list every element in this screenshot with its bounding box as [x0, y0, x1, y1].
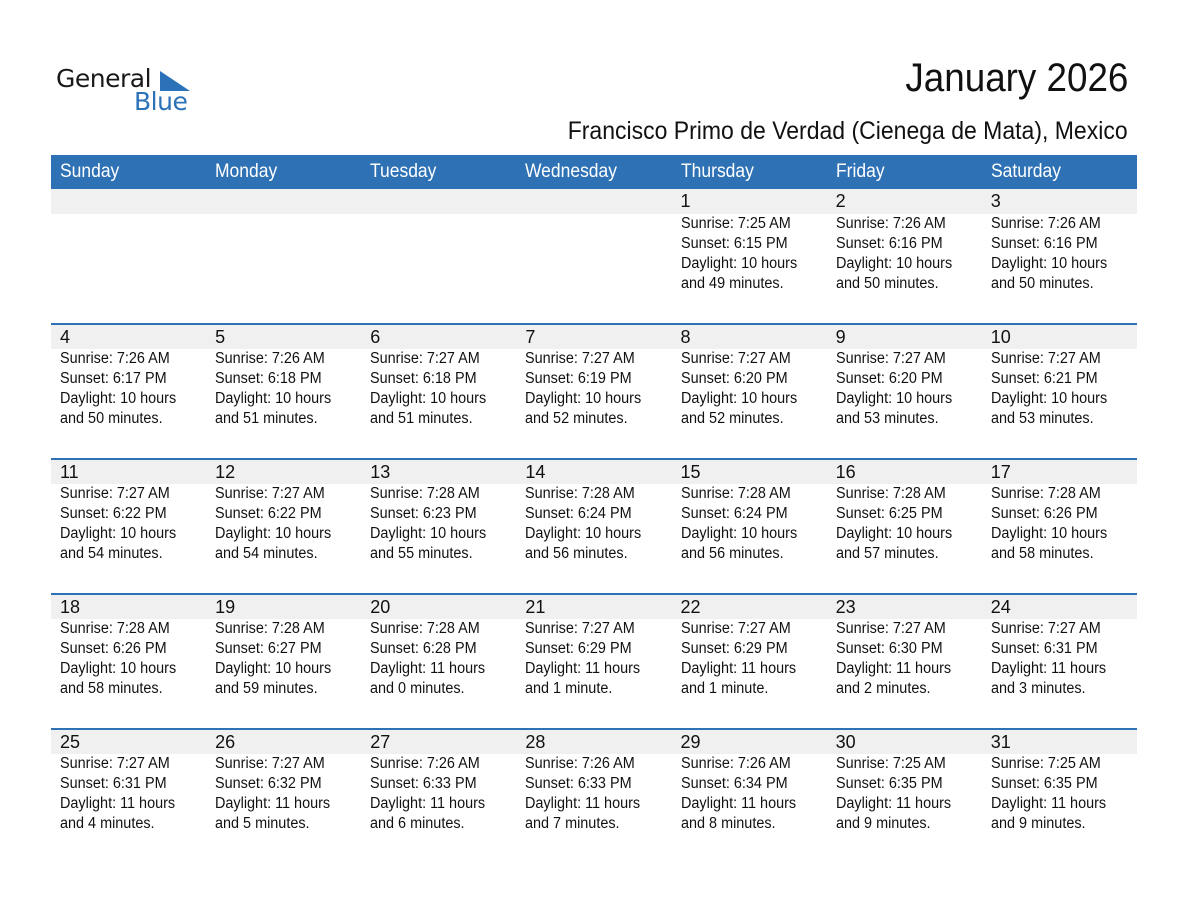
day-cell [982, 730, 1137, 834]
day-cell [361, 325, 516, 429]
daylight-text: Daylight: 10 hours [60, 525, 177, 542]
day-number: 28 [525, 732, 546, 752]
sunset-text: Sunset: 6:24 PM [525, 505, 632, 522]
day-info [991, 484, 1137, 564]
sunrise-text: Sunrise: 7:26 AM [835, 215, 946, 232]
day-number: 26 [215, 732, 236, 752]
day-number: 18 [60, 597, 81, 617]
daylight-text: Daylight: 11 hours [835, 795, 951, 812]
day-info [60, 484, 206, 564]
day-cell [672, 595, 827, 699]
sunset-text: Sunset: 6:31 PM [990, 640, 1098, 657]
sunrise-text: Sunrise: 7:27 AM [60, 485, 170, 502]
daylight-minutes-text: and 52 minutes. [525, 410, 628, 427]
day-cell [361, 189, 516, 294]
day-number: 5 [215, 327, 226, 347]
day-info [60, 619, 206, 699]
weekday-thursday: Thursday [680, 161, 754, 182]
sunrise-text: Sunrise: 7:27 AM [835, 620, 946, 637]
sunrise-text: Sunrise: 7:26 AM [525, 755, 636, 772]
sunset-text: Sunset: 6:26 PM [990, 505, 1098, 522]
sunset-text: Sunset: 6:16 PM [835, 235, 943, 252]
day-info [681, 349, 827, 429]
sunrise-text: Sunrise: 7:26 AM [60, 350, 170, 367]
day-info [991, 214, 1137, 294]
daylight-text: Daylight: 11 hours [370, 795, 486, 812]
week-row [51, 323, 1137, 458]
daylight-minutes-text: and 4 minutes. [60, 815, 155, 832]
sunrise-text: Sunrise: 7:27 AM [370, 350, 481, 367]
sunset-text: Sunset: 6:25 PM [835, 505, 943, 522]
daylight-text: Daylight: 11 hours [60, 795, 176, 812]
daylight-text: Daylight: 10 hours [525, 525, 642, 542]
day-number: 23 [835, 597, 856, 617]
day-info [215, 619, 361, 699]
daylight-minutes-text: and 50 minutes. [990, 275, 1094, 292]
daylight-text: Daylight: 10 hours [525, 390, 642, 407]
daylight-text: Daylight: 11 hours [215, 795, 331, 812]
day-cell [516, 730, 671, 834]
week-days [51, 595, 1137, 699]
day-number: 4 [60, 327, 71, 347]
day-number: 22 [680, 597, 701, 617]
daylight-text: Daylight: 11 hours [990, 660, 1106, 677]
daylight-minutes-text: and 9 minutes. [835, 815, 931, 832]
daylight-minutes-text: and 54 minutes. [215, 545, 318, 562]
sunrise-text: Sunrise: 7:28 AM [370, 485, 481, 502]
day-info [370, 754, 516, 834]
sunset-text: Sunset: 6:31 PM [60, 775, 167, 792]
sunrise-text: Sunrise: 7:27 AM [60, 755, 170, 772]
day-info [836, 484, 982, 564]
sunrise-text: Sunrise: 7:27 AM [525, 620, 636, 637]
sunrise-text: Sunrise: 7:27 AM [990, 620, 1101, 637]
weekday-header-row [51, 155, 1137, 189]
day-cell [51, 730, 206, 834]
daylight-text: Daylight: 10 hours [370, 390, 487, 407]
day-number: 13 [370, 462, 391, 482]
daylight-text: Daylight: 10 hours [215, 660, 332, 677]
day-info [370, 349, 516, 429]
daylight-minutes-text: and 51 minutes. [215, 410, 318, 427]
day-cell [672, 325, 827, 429]
sunset-text: Sunset: 6:22 PM [60, 505, 167, 522]
day-cell [516, 460, 671, 564]
day-cell [51, 460, 206, 564]
day-number: 12 [215, 462, 236, 482]
sunset-text: Sunset: 6:18 PM [370, 370, 477, 387]
day-cell [206, 595, 361, 699]
day-number [525, 189, 671, 214]
day-number: 14 [525, 462, 546, 482]
daylight-minutes-text: and 58 minutes. [60, 680, 163, 697]
daylight-minutes-text: and 9 minutes. [990, 815, 1086, 832]
day-cell [206, 189, 361, 294]
sunrise-text: Sunrise: 7:28 AM [60, 620, 170, 637]
sunset-text: Sunset: 6:24 PM [680, 505, 788, 522]
sunrise-text: Sunrise: 7:28 AM [835, 485, 946, 502]
daylight-minutes-text: and 7 minutes. [525, 815, 620, 832]
weekday-friday: Friday [835, 161, 885, 182]
day-cell [672, 730, 827, 834]
day-number: 25 [60, 732, 81, 752]
sunrise-text: Sunrise: 7:27 AM [525, 350, 636, 367]
day-number: 11 [60, 462, 79, 482]
sunrise-text: Sunrise: 7:26 AM [990, 215, 1101, 232]
day-cell [827, 460, 982, 564]
sunrise-text: Sunrise: 7:27 AM [990, 350, 1101, 367]
day-cell [361, 595, 516, 699]
sunset-text: Sunset: 6:33 PM [525, 775, 632, 792]
day-cell [361, 460, 516, 564]
sunrise-text: Sunrise: 7:27 AM [835, 350, 946, 367]
day-number: 17 [990, 462, 1011, 482]
day-info [525, 349, 671, 429]
day-info [525, 484, 671, 564]
day-cell [982, 189, 1137, 294]
daylight-text: Daylight: 11 hours [370, 660, 486, 677]
daylight-text: Daylight: 11 hours [525, 795, 641, 812]
day-cell [206, 730, 361, 834]
day-info [60, 754, 206, 834]
day-number: 10 [990, 327, 1011, 347]
day-info [836, 619, 982, 699]
day-cell [206, 325, 361, 429]
day-cell [827, 595, 982, 699]
day-number: 30 [835, 732, 856, 752]
week-days [51, 325, 1137, 429]
day-cell [516, 595, 671, 699]
sunrise-text: Sunrise: 7:27 AM [680, 350, 791, 367]
week-row [51, 728, 1137, 863]
weekday-tuesday: Tuesday [370, 161, 437, 182]
sunrise-text: Sunrise: 7:26 AM [370, 755, 481, 772]
daylight-minutes-text: and 52 minutes. [680, 410, 784, 427]
sunset-text: Sunset: 6:16 PM [990, 235, 1098, 252]
day-number: 7 [525, 327, 536, 347]
day-number: 21 [525, 597, 546, 617]
sunset-text: Sunset: 6:35 PM [835, 775, 943, 792]
day-number: 29 [680, 732, 701, 752]
day-cell [51, 595, 206, 699]
daylight-minutes-text: and 54 minutes. [60, 545, 163, 562]
daylight-minutes-text: and 59 minutes. [215, 680, 318, 697]
daylight-minutes-text: and 51 minutes. [370, 410, 473, 427]
daylight-minutes-text: and 56 minutes. [525, 545, 628, 562]
daylight-text: Daylight: 10 hours [60, 660, 177, 677]
sunset-text: Sunset: 6:22 PM [215, 505, 322, 522]
day-info [991, 754, 1137, 834]
day-cell [982, 595, 1137, 699]
sunrise-text: Sunrise: 7:28 AM [990, 485, 1101, 502]
day-info [836, 754, 982, 834]
daylight-text: Daylight: 10 hours [215, 525, 332, 542]
sunset-text: Sunset: 6:29 PM [680, 640, 788, 657]
daylight-minutes-text: and 50 minutes. [835, 275, 939, 292]
day-number: 19 [215, 597, 236, 617]
sunset-text: Sunset: 6:29 PM [525, 640, 632, 657]
sunset-text: Sunset: 6:28 PM [370, 640, 477, 657]
sunset-text: Sunset: 6:15 PM [680, 235, 788, 252]
day-info [991, 349, 1137, 429]
weekday-wednesday: Wednesday [525, 161, 618, 182]
day-info [991, 619, 1137, 699]
daylight-text: Daylight: 10 hours [370, 525, 487, 542]
day-cell [206, 460, 361, 564]
day-info [370, 619, 516, 699]
sunset-text: Sunset: 6:18 PM [215, 370, 322, 387]
day-number: 27 [370, 732, 391, 752]
sunrise-text: Sunrise: 7:28 AM [680, 485, 791, 502]
daylight-minutes-text: and 1 minute. [680, 680, 768, 697]
sunset-text: Sunset: 6:19 PM [525, 370, 632, 387]
day-info [836, 214, 982, 294]
daylight-minutes-text: and 2 minutes. [835, 680, 931, 697]
sunset-text: Sunset: 6:35 PM [990, 775, 1098, 792]
sunset-text: Sunset: 6:17 PM [60, 370, 167, 387]
day-number: 9 [835, 327, 846, 347]
daylight-minutes-text: and 8 minutes. [680, 815, 776, 832]
sunrise-text: Sunrise: 7:25 AM [680, 215, 791, 232]
day-cell [672, 189, 827, 294]
daylight-text: Daylight: 10 hours [215, 390, 332, 407]
daylight-minutes-text: and 53 minutes. [990, 410, 1094, 427]
daylight-text: Daylight: 10 hours [680, 255, 797, 272]
sunrise-text: Sunrise: 7:28 AM [370, 620, 481, 637]
sunrise-text: Sunrise: 7:28 AM [215, 620, 325, 637]
daylight-text: Daylight: 10 hours [990, 525, 1107, 542]
day-cell [827, 325, 982, 429]
sunrise-text: Sunrise: 7:27 AM [215, 485, 325, 502]
daylight-minutes-text: and 53 minutes. [835, 410, 939, 427]
sunrise-text: Sunrise: 7:26 AM [680, 755, 791, 772]
day-info [370, 484, 516, 564]
day-info [215, 754, 361, 834]
calendar-grid [51, 155, 1137, 863]
day-info [525, 619, 671, 699]
week-days [51, 460, 1137, 564]
day-cell [361, 730, 516, 834]
day-number: 6 [370, 327, 381, 347]
location-subtitle: Francisco Primo de Verdad (Cienega de Mata), Mexico [568, 117, 1128, 145]
sunset-text: Sunset: 6:21 PM [990, 370, 1098, 387]
sunset-text: Sunset: 6:33 PM [370, 775, 477, 792]
day-info [215, 484, 361, 564]
week-row [51, 458, 1137, 593]
day-info [60, 349, 206, 429]
day-number: 1 [680, 191, 691, 211]
sunrise-text: Sunrise: 7:25 AM [990, 755, 1101, 772]
week-row [51, 189, 1137, 323]
day-info [681, 619, 827, 699]
logo-word-blue: Blue [134, 87, 188, 116]
sunset-text: Sunset: 6:27 PM [215, 640, 322, 657]
day-cell [982, 460, 1137, 564]
sunset-text: Sunset: 6:30 PM [835, 640, 943, 657]
daylight-text: Daylight: 11 hours [835, 660, 951, 677]
sunset-text: Sunset: 6:23 PM [370, 505, 477, 522]
day-cell [51, 325, 206, 429]
day-number: 31 [990, 732, 1011, 752]
daylight-text: Daylight: 10 hours [60, 390, 177, 407]
day-info [215, 349, 361, 429]
day-number: 15 [680, 462, 701, 482]
day-number: 16 [835, 462, 856, 482]
sunrise-text: Sunrise: 7:26 AM [215, 350, 325, 367]
daylight-minutes-text: and 0 minutes. [370, 680, 465, 697]
day-info [681, 754, 827, 834]
sunset-text: Sunset: 6:26 PM [60, 640, 167, 657]
day-number: 20 [370, 597, 391, 617]
week-row [51, 593, 1137, 728]
daylight-text: Daylight: 10 hours [835, 255, 952, 272]
week-days [51, 189, 1137, 294]
day-number: 3 [990, 191, 1001, 211]
day-info [681, 484, 827, 564]
weekday-monday: Monday [215, 161, 278, 182]
week-days [51, 730, 1137, 834]
day-number: 24 [990, 597, 1011, 617]
sunset-text: Sunset: 6:20 PM [680, 370, 788, 387]
daylight-text: Daylight: 10 hours [990, 255, 1107, 272]
day-number [215, 189, 361, 214]
day-number [370, 189, 516, 214]
sunrise-text: Sunrise: 7:25 AM [835, 755, 946, 772]
daylight-minutes-text: and 6 minutes. [370, 815, 465, 832]
sunrise-text: Sunrise: 7:27 AM [680, 620, 791, 637]
daylight-minutes-text: and 55 minutes. [370, 545, 473, 562]
page-title: January 2026 [904, 56, 1128, 100]
daylight-text: Daylight: 11 hours [990, 795, 1106, 812]
sunrise-text: Sunrise: 7:27 AM [215, 755, 325, 772]
day-number: 8 [680, 327, 691, 347]
day-cell [672, 460, 827, 564]
weekday-sunday: Sunday [60, 161, 120, 182]
daylight-minutes-text: and 5 minutes. [215, 815, 310, 832]
sunset-text: Sunset: 6:32 PM [215, 775, 322, 792]
day-cell [516, 325, 671, 429]
sunset-text: Sunset: 6:20 PM [835, 370, 943, 387]
day-cell [51, 189, 206, 294]
daylight-text: Daylight: 11 hours [525, 660, 641, 677]
day-number: 2 [835, 191, 846, 211]
daylight-minutes-text: and 1 minute. [525, 680, 613, 697]
daylight-minutes-text: and 49 minutes. [680, 275, 784, 292]
day-cell [827, 189, 982, 294]
daylight-text: Daylight: 10 hours [680, 525, 797, 542]
daylight-text: Daylight: 11 hours [680, 795, 796, 812]
daylight-text: Daylight: 11 hours [680, 660, 796, 677]
logo-word-general: General [56, 64, 152, 93]
daylight-text: Daylight: 10 hours [835, 525, 952, 542]
sunset-text: Sunset: 6:34 PM [680, 775, 788, 792]
weeks-container [51, 189, 1137, 863]
daylight-text: Daylight: 10 hours [990, 390, 1107, 407]
daylight-minutes-text: and 58 minutes. [990, 545, 1094, 562]
day-cell [982, 325, 1137, 429]
daylight-text: Daylight: 10 hours [680, 390, 797, 407]
day-number [60, 189, 206, 214]
weekday-saturday: Saturday [990, 161, 1061, 182]
day-info [836, 349, 982, 429]
daylight-minutes-text: and 50 minutes. [60, 410, 163, 427]
sunrise-text: Sunrise: 7:28 AM [525, 485, 636, 502]
daylight-minutes-text: and 57 minutes. [835, 545, 939, 562]
daylight-minutes-text: and 56 minutes. [680, 545, 784, 562]
day-cell [516, 189, 671, 294]
daylight-minutes-text: and 3 minutes. [990, 680, 1086, 697]
logo [56, 64, 196, 118]
daylight-text: Daylight: 10 hours [835, 390, 952, 407]
day-cell [827, 730, 982, 834]
day-info [681, 214, 827, 294]
day-info [525, 754, 671, 834]
